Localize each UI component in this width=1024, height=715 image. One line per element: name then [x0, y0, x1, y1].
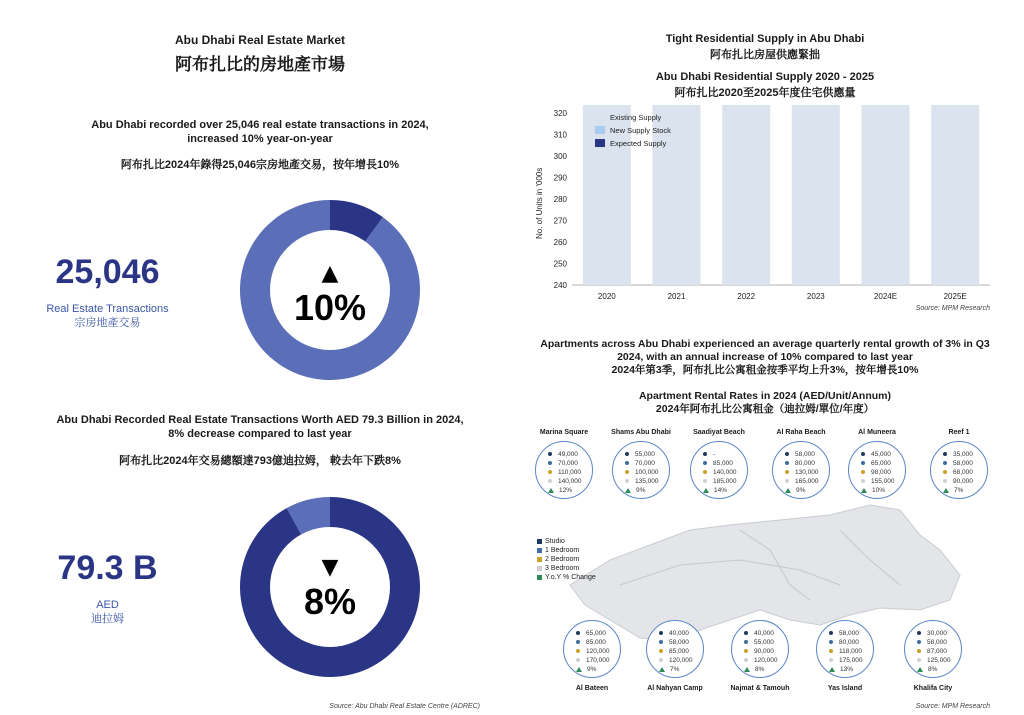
location-name: Yas Island [827, 685, 863, 692]
rental-bubble [816, 620, 874, 678]
y-tick-label: 300 [553, 152, 567, 161]
rent-value: 58,000 [795, 451, 815, 458]
location-name: Al Bateen [575, 685, 609, 692]
rent-row [785, 477, 829, 486]
yoy-row [703, 486, 747, 495]
bar-existing-supply [931, 105, 979, 285]
yoy-row [659, 665, 703, 674]
yoy-row [744, 665, 788, 674]
rent-row [703, 477, 747, 486]
rent-row [703, 468, 747, 477]
rent-value: 90,000 [754, 648, 774, 655]
rent-value: 118,000 [839, 648, 863, 655]
rent-value: 130,000 [795, 469, 819, 476]
yoy-row [861, 486, 905, 495]
donut1-arrow: ▲ [321, 261, 339, 286]
rent-row [861, 459, 905, 468]
rent-row [625, 450, 669, 459]
rent-dot [548, 470, 552, 474]
rent-dot [829, 631, 833, 635]
rent-dot [785, 470, 789, 474]
yoy-row [625, 486, 669, 495]
value-number: 79.3 B [57, 549, 158, 587]
rental-bubble [563, 620, 621, 678]
left-title-cn: 阿布扎比的房地產市場 [175, 55, 345, 74]
rent-dot [829, 649, 833, 653]
location-name: Al Nahyan Camp [647, 685, 703, 692]
rent-value: 155,000 [871, 478, 895, 485]
rent-row [625, 468, 669, 477]
section1-caption-cn: 阿布扎比2024年錄得25,046宗房地產交易，按年增長10% [120, 159, 400, 171]
rent-value: 185,000 [713, 478, 737, 485]
rent-value: 40,000 [754, 630, 774, 637]
rent-row [829, 629, 873, 638]
transactions-number: 25,046 [55, 253, 160, 291]
rent-dot [625, 452, 629, 456]
rent-value: 135,000 [635, 478, 659, 485]
rent-value: 58,000 [669, 639, 689, 646]
rent-row [576, 638, 620, 647]
rent-row [548, 477, 592, 486]
yoy-row [785, 486, 829, 495]
rent-dot [785, 479, 789, 483]
x-tick-label: 2025E [943, 292, 967, 301]
left-title-en: Abu Dhabi Real Estate Market [174, 33, 346, 47]
legend-label: Expected Supply [610, 139, 667, 148]
rent-dot [861, 470, 865, 474]
up-triangle-icon [744, 667, 750, 672]
donut1-value: 10% [293, 287, 367, 328]
rent-row [744, 629, 788, 638]
location-name: Reef 1 [948, 429, 970, 436]
y-tick-label: 280 [553, 195, 567, 204]
rent-dot [659, 631, 663, 635]
rent-dot [625, 470, 629, 474]
yoy-value: 9% [636, 487, 646, 494]
up-triangle-icon [829, 667, 835, 672]
location-name: Khalifa City [913, 685, 953, 692]
rent-value: 85,000 [669, 648, 689, 655]
rent-row [659, 629, 703, 638]
rent-value: 120,000 [669, 657, 693, 664]
rent-row [548, 468, 592, 477]
rent-row [917, 629, 961, 638]
rental-caption-en-1: Apartments across Abu Dhabi experienced an average quarterly rental growth of 3% in Q3 [540, 338, 990, 350]
rent-dot [576, 649, 580, 653]
up-triangle-icon [943, 488, 949, 493]
section1-caption-en-1: Abu Dhabi recorded over 25,046 real estate transactions in 2024, [91, 119, 429, 131]
yoy-value: 8% [928, 666, 938, 673]
donut-chart-transactions [240, 200, 420, 380]
legend-swatch [595, 126, 605, 134]
rent-dot [829, 658, 833, 662]
section1-caption-en-2: increased 10% year-on-year [187, 133, 333, 145]
rent-value: 90,000 [953, 478, 973, 485]
y-tick-label: 270 [553, 216, 567, 226]
rent-row [943, 468, 987, 477]
rental-caption-en-2: 2024, with an annual increase of 10% compared to last year [617, 351, 913, 363]
legend-1bed: 1 Bedroom [537, 546, 596, 555]
rent-row [943, 459, 987, 468]
rent-row [659, 656, 703, 665]
rent-value: 70,000 [558, 460, 578, 467]
supply-subtitle-en: Abu Dhabi Residential Supply 2020 - 2025 [655, 71, 875, 83]
y-tick-label: 260 [553, 238, 567, 247]
rent-value: 87,000 [927, 648, 947, 655]
rent-value: 70,000 [635, 460, 655, 467]
rent-value: 170,000 [586, 657, 610, 664]
rent-value: 85,000 [586, 639, 606, 646]
yoy-value: 13% [840, 666, 854, 673]
section2-caption-en-1: Abu Dhabi Recorded Real Estate Transactions Worth AED 79.3 Billion in 2024, [56, 414, 464, 426]
yoy-value: 8% [755, 666, 765, 673]
location-name: Al Muneera [858, 429, 896, 436]
supply-title-en: Tight Residential Supply in Abu Dhabi [665, 33, 865, 45]
rent-dot [917, 640, 921, 644]
bar-existing-supply [862, 105, 910, 285]
rent-value: 110,000 [558, 469, 582, 476]
rent-row [576, 647, 620, 656]
rental-subtitle-cn: 2024年阿布扎比公寓租金（迪拉姆/單位/年度） [655, 403, 875, 415]
rental-bubble [731, 620, 789, 678]
y-tick-label: 310 [553, 130, 567, 140]
rental-bubble [690, 441, 748, 499]
legend-swatch [595, 113, 605, 121]
rent-value: 140,000 [558, 478, 582, 485]
donut2-value: 8% [303, 581, 357, 622]
rent-dot [625, 461, 629, 465]
rent-value: 55,000 [754, 639, 774, 646]
rent-dot [829, 640, 833, 644]
bar-existing-supply [722, 105, 770, 285]
rent-row [917, 647, 961, 656]
donut2-arrow: ▼ [321, 555, 339, 580]
rent-row [576, 629, 620, 638]
rental-bubble [646, 620, 704, 678]
donut-chart-value [240, 497, 420, 677]
rent-row [744, 638, 788, 647]
x-tick-label: 2020 [597, 292, 616, 301]
rent-value: 68,000 [953, 469, 973, 476]
up-triangle-icon [576, 667, 582, 672]
rental-source: Source: MPM Research [915, 703, 990, 710]
y-tick-label: 250 [553, 259, 567, 269]
rent-row [744, 656, 788, 665]
rent-dot [861, 461, 865, 465]
rent-row [861, 468, 905, 477]
rent-row [548, 459, 592, 468]
rent-value: 58,000 [953, 460, 973, 467]
rent-value: 65,000 [586, 630, 606, 637]
rent-dot [744, 640, 748, 644]
rent-dot [943, 461, 947, 465]
rent-row [861, 450, 905, 459]
rent-dot [943, 479, 947, 483]
rent-dot [785, 461, 789, 465]
rent-value: 35,000 [953, 451, 973, 458]
rent-dot [744, 631, 748, 635]
rent-value: - [713, 451, 716, 458]
rent-dot [785, 452, 789, 456]
rent-row [943, 450, 987, 459]
legend-2bed: 2 Bedroom [537, 555, 596, 564]
rent-row [785, 459, 829, 468]
rent-dot [917, 658, 921, 662]
yoy-value: 7% [954, 487, 964, 494]
yoy-value: 14% [714, 487, 728, 494]
rent-value: 165,000 [795, 478, 819, 485]
rent-value: 45,000 [871, 451, 891, 458]
rent-dot [744, 658, 748, 662]
yoy-row [917, 665, 961, 674]
y-tick-label: 290 [553, 173, 567, 183]
section2-caption-cn: 阿布扎比2024年交易總額達793億迪拉姆， 較去年下跌8% [119, 455, 401, 467]
location-name: Marina Square [539, 429, 589, 436]
rent-row [917, 656, 961, 665]
rent-row [829, 647, 873, 656]
rent-value: 65,000 [871, 460, 891, 467]
legend-label: Existing Supply [610, 113, 662, 122]
rent-dot [659, 640, 663, 644]
rent-row [785, 450, 829, 459]
yoy-value: 9% [796, 487, 806, 494]
rent-dot [917, 631, 921, 635]
yoy-row [943, 486, 987, 495]
rent-value: 30,000 [927, 630, 947, 637]
yoy-value: 7% [670, 666, 680, 673]
rent-row [576, 656, 620, 665]
rent-dot [576, 658, 580, 662]
rent-row [625, 477, 669, 486]
supply-ylabel: No. of Units in '000s [535, 167, 544, 239]
location-name: Najmat & Tamouh [730, 685, 790, 692]
location-name: Shams Abu Dhabi [611, 429, 671, 436]
rent-value: 120,000 [586, 648, 610, 655]
rent-row [703, 450, 747, 459]
legend-3bed: 3 Bedroom [537, 564, 596, 573]
rent-dot [548, 479, 552, 483]
rent-row [861, 477, 905, 486]
rent-row [744, 647, 788, 656]
rent-dot [943, 470, 947, 474]
x-tick-label: 2022 [737, 292, 756, 301]
rent-value: 140,000 [713, 469, 737, 476]
rent-dot [703, 470, 707, 474]
rent-value: 40,000 [669, 630, 689, 637]
rent-dot [861, 452, 865, 456]
rent-dot [703, 461, 707, 465]
rent-dot [576, 631, 580, 635]
yoy-value: 10% [872, 487, 886, 494]
rent-row [829, 656, 873, 665]
rent-value: 125,000 [927, 657, 951, 664]
rent-value: 80,000 [795, 460, 815, 467]
x-tick-label: 2024E [873, 292, 898, 301]
rent-dot [659, 649, 663, 653]
rental-legend [537, 537, 596, 582]
rent-dot [703, 452, 707, 456]
rent-value: 55,000 [635, 451, 655, 458]
rent-value: 58,000 [927, 639, 947, 646]
rent-value: 49,000 [558, 451, 578, 458]
up-triangle-icon [548, 488, 554, 493]
supply-source: Source: MPM Research [915, 305, 990, 312]
y-tick-label: 240 [553, 281, 567, 290]
supply-title-cn: 阿布扎比房屋供應緊拙 [710, 49, 820, 61]
rent-value: 58,000 [839, 630, 859, 637]
legend-yoy: Y.o.Y % Change [537, 573, 596, 582]
rental-bubble [930, 441, 988, 499]
rent-value: 120,000 [754, 657, 778, 664]
supply-subtitle-cn: 阿布扎比2020至2025年度住宅供應量 [674, 87, 856, 99]
up-triangle-icon [861, 488, 867, 493]
yoy-value: 9% [587, 666, 597, 673]
rent-value: 175,000 [839, 657, 863, 664]
rent-dot [625, 479, 629, 483]
yoy-value: 12% [559, 487, 573, 494]
value-label-cn: 迪拉姆 [91, 613, 124, 625]
rental-bubble [612, 441, 670, 499]
yoy-row [576, 665, 620, 674]
rent-row [548, 450, 592, 459]
transactions-label-cn: 宗房地產交易 [74, 317, 141, 329]
up-triangle-icon [703, 488, 709, 493]
location-name: Saadiyat Beach [693, 429, 745, 436]
rent-dot [744, 649, 748, 653]
rental-subtitle-en: Apartment Rental Rates in 2024 (AED/Unit/Annum) [638, 390, 892, 402]
rent-value: 80,000 [839, 639, 859, 646]
legend-studio: Studio [537, 537, 596, 546]
rent-dot [703, 479, 707, 483]
rent-dot [917, 649, 921, 653]
yoy-row [548, 486, 592, 495]
rental-caption-cn: 2024年第3季，阿布扎比公寓租金按季平均上升3%，按年增長10% [611, 364, 919, 376]
up-triangle-icon [625, 488, 631, 493]
supply-bar-chart [530, 105, 1000, 305]
section2-caption-en-2: 8% decrease compared to last year [168, 428, 352, 440]
value-label-en: AED [96, 599, 119, 611]
rent-row [829, 638, 873, 647]
rental-bubble [535, 441, 593, 499]
rent-dot [659, 658, 663, 662]
location-name: Al Raha Beach [776, 429, 826, 436]
up-triangle-icon [785, 488, 791, 493]
rental-bubble [772, 441, 830, 499]
rent-row [659, 647, 703, 656]
yoy-row [829, 665, 873, 674]
rent-dot [861, 479, 865, 483]
transactions-label-en: Real Estate Transactions [46, 303, 169, 315]
legend-swatch [595, 139, 605, 147]
rent-row [659, 638, 703, 647]
rent-value: 85,000 [713, 460, 733, 467]
up-triangle-icon [659, 667, 665, 672]
rent-value: 100,000 [635, 469, 659, 476]
rent-dot [943, 452, 947, 456]
rent-row [625, 459, 669, 468]
legend-label: New Supply Stock [610, 126, 671, 135]
rent-row [703, 459, 747, 468]
left-source: Source: Abu Dhabi Real Estate Centre (ADREC) [329, 703, 480, 710]
x-tick-label: 2023 [806, 292, 825, 301]
y-tick-label: 320 [553, 109, 567, 118]
up-triangle-icon [917, 667, 923, 672]
x-tick-label: 2021 [667, 292, 686, 301]
rental-bubble [848, 441, 906, 499]
rent-dot [548, 461, 552, 465]
rent-row [943, 477, 987, 486]
rental-bubble [904, 620, 962, 678]
rent-value: 98,000 [871, 469, 891, 476]
rent-dot [576, 640, 580, 644]
rent-row [785, 468, 829, 477]
bar-existing-supply [792, 105, 840, 285]
rent-row [917, 638, 961, 647]
rent-dot [548, 452, 552, 456]
